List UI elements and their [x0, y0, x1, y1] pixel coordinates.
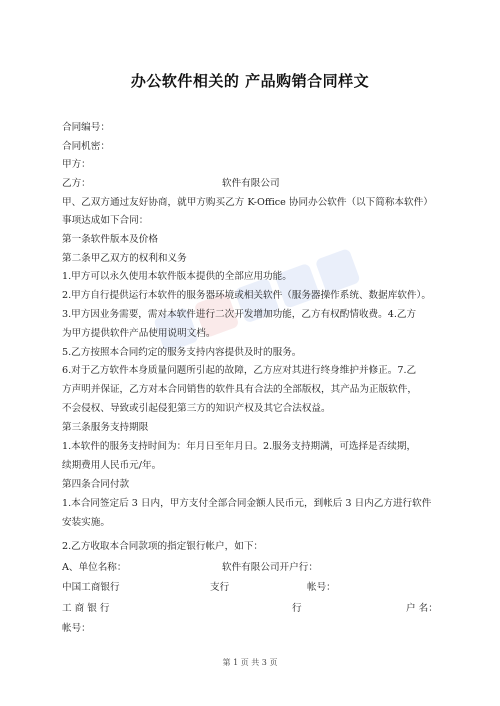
- article-2-item-5: 5.乙方按照本合同约定的服务支持内容提供及时的服务。: [62, 347, 302, 358]
- bank-account-label: 帐号：: [307, 582, 336, 593]
- bank-unit-label: A、单位名称：: [62, 562, 127, 573]
- article-2-item-1: 1.甲方可以永久使用本软件版本提供的全部应用功能。: [62, 271, 292, 282]
- article-2-item-3-line-1: 3.甲方因业务需要，需对本软件进行二次开发增加功能，乙方有权酌情收费。4.乙方: [62, 309, 417, 320]
- bank-icbc-row: [62, 581, 336, 595]
- contract-secret-label: 合同机密：: [62, 141, 110, 152]
- bank-icbc-name-2: 工 商 银 行: [62, 603, 110, 614]
- article-4-item-1-line-1: 1.本合同签定后 3 日内，甲方支付全部合同金额人民币元，到帐后 3 日内乙方进行软件: [62, 498, 432, 509]
- article-4-heading: 第四条合同付款: [62, 479, 130, 490]
- article-2-heading: 第二条甲乙双方的权利和义务: [62, 253, 187, 264]
- intro-line-1: 甲、乙双方通过友好协商，就甲方购买乙方 K-Office 协同办公软件（以下简称本软件）: [62, 197, 433, 208]
- intro-line-2: 事项达成如下合同：: [62, 215, 149, 226]
- bank-row-label: 行: [292, 603, 302, 614]
- party-b-label: 乙方：: [62, 178, 91, 189]
- bank-unit-value: 软件有限公司开户行：: [222, 562, 318, 573]
- bank-unit-row: [62, 561, 318, 575]
- article-3-line-2: 续期费用人民币元/年。: [62, 460, 162, 471]
- bank-icbc-name: 中国工商银行: [62, 582, 120, 593]
- article-2-item-3-line-2: 为甲方提供软件产品使用说明文档。: [62, 328, 216, 339]
- bank-holder-label: 户 名：: [406, 603, 438, 614]
- contract-no-label: 合同编号：: [62, 122, 110, 133]
- article-4-item-1-line-2: 安装实施。: [62, 517, 110, 528]
- party-b-company: 软件有限公司: [222, 178, 280, 189]
- article-2-item-6-line-2: 方声明并保证，乙方对本合同销售的软件具有合法的全部版权，其产品为正版软件，: [62, 384, 417, 395]
- bank-branch-label: 支行: [210, 582, 230, 593]
- article-3-line-1: 1.本软件的服务支持时间为：年月日至年月日。2.服务支持期满，可选择是否续期，: [62, 441, 417, 452]
- party-b-row: [62, 177, 280, 191]
- document-title: 办公软件相关的 产品购销合同样文: [130, 72, 370, 90]
- page-footer: 第 1 页 共 3 页: [222, 658, 278, 667]
- party-a-label: 甲方：: [62, 159, 91, 170]
- article-3-heading: 第三条服务支持期限: [62, 422, 149, 433]
- bank-account-2-label: 帐号：: [62, 623, 91, 634]
- article-1-heading: 第一条软件版本及价格: [62, 234, 158, 245]
- article-2-item-2: 2.甲方自行提供运行本软件的服务器环境或相关软件（服务器操作系统、数据库软件）。: [62, 290, 431, 301]
- article-2-item-6-line-3: 不会侵权、导致或引起侵犯第三方的知识产权及其它合法权益。: [62, 403, 331, 414]
- bank-icbc-row-2: [62, 602, 438, 616]
- article-2-item-6-line-1: 6.对于乙方软件本身质量问题所引起的故障，乙方应对其进行终身维护并修正。7.乙: [62, 365, 417, 376]
- article-4-item-2: 2.乙方收取本合同款项的指定银行帐户，如下：: [62, 541, 264, 552]
